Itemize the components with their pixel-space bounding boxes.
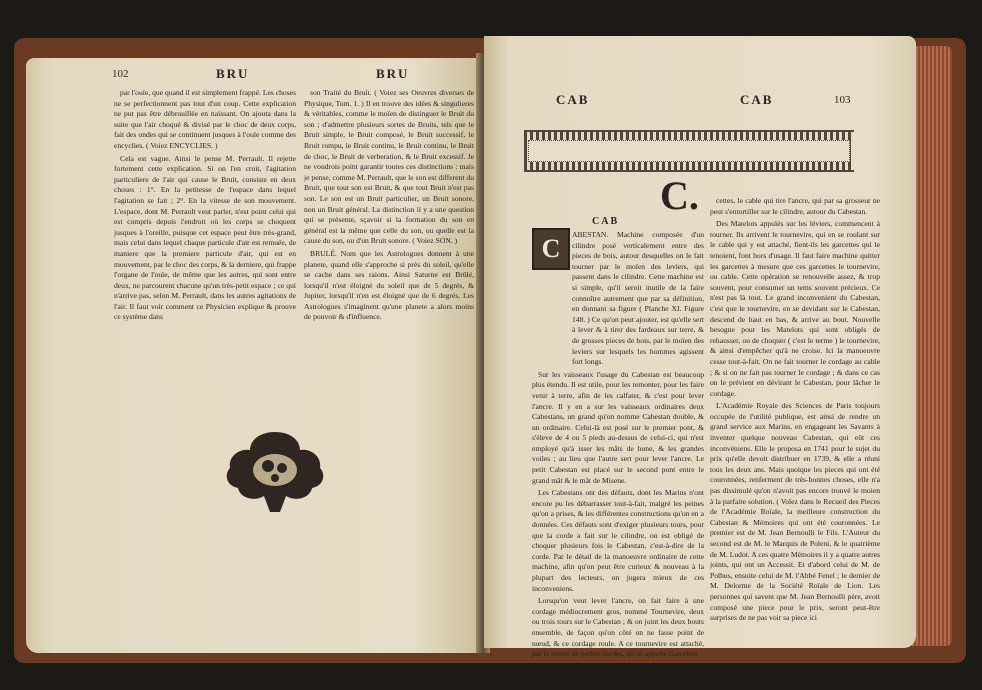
- column-heading: CAB: [592, 216, 620, 227]
- paragraph: L'Académie Royale des Sciences de Paris toujours occupée de l'utilité publique, est ainsi de rendre un grand service aux Marins, en engageant les Savants à inventer quelque nouveau Cabestan, qui eût ces inconvéniens. Elle le proposa en 1741 pour le sujet du prix qu'elle devoit distribuer en 1739, & elle a réuni tous les deux ans. Mais quoique les pieces qui ont été couronnées, renferment de très-bonnes choses, elle n'a pas dissimulé qu'on n'avoit pas encore trouvé le moien à la parfaite solution. ( Voïez dans le Recueil des Pieces de l'Académie Roïale, la meilleure construction du Cabestan & Mémoires qui ont été couronnées. Le premier est de M. Jean Bernoulli le Fils. L'Auteur du second est de M. le Marquis de Poleni, & le quatrième de M. Ludot. A ces quatre Mémoires il y a quatre autres joints, qui ont un Accessit. Et d'abord celui de M. de Polhus, ensuite celui de M. l'Abbé Fenel ; le dernier de M. Delorme de la Société Roïale de Lion. Les personnes qui savent que M. Jean Bernoulli père, avoit composé une piece pour le prix, seront peut-être surprises de ne pas voir sa piece ici: [710, 401, 880, 623]
- paragraph: Des Matelots appuïés sur les léviers, commencent à tourner. Ils arrivent le tournevire, qui en se roulant sur le cable qui y est attaché, fient-ils les garcettes qui le tenoient, font hors d'usage. Il faut faire machine quitter les garcettes à mesure que ces garcettes le tournevire, ou cable. Cette opération se renouvelle assez, & trop souvent, pour consumer un tems souvent précieux. Ce n'est pas là tout. Le grand inconvenient du Cabestan, c'est que le tournevire, en se devidant sur le Cabestan, descend de haut en bas, & arrive au bout. Nouvelle besogne pour les Matelots qui sont obligés de rehausser, ou de choquer ( c'est le terme ) le tournevire, & ainsi d'empêcher qu'à ne croise. Ici la manoeuvre cesse tout-à-fait. On ne fait tourner le cordage au cable ; & si on ne fait pas tourner le cordage ; & dans ce cas on le prévient en dévirant le Cabestan, pour lâcher le cordage.: [710, 219, 880, 398]
- running-header-left-2: BRU: [376, 66, 410, 81]
- page-edges: [912, 46, 952, 646]
- paragraph: Les Cabestans ont des défauts, dont les Marins n'ont encore pu les débarrasser tout-à-fait, malgré les peines qu'on a prises, & les différentes constructions qu'on en a données. Ces défauts sont d'exiger plusieurs tours, pour que la corde a fait sur le cilindre, on est obligé de choquer plusieurs fois le Cabestan, c'est-à-dire de la corde. Par le détail de la manoeuvre ordinaire de cette machine, afin qu'on peut être curieux & nouveau à la plupart des lecteurs, on jugera mieux de ces inconveniens.: [532, 488, 704, 593]
- paragraph: par l'ouïe, que quand il est simplement frappé. Les choses ne se perfectionnent pas tout d'un coup. Cette explication ne put pas être débrouillée en naissant. On ajouta dans la suite que l'air choqué & divisé par le choc de deux corps, fait des ondes qui se continuent jusques à l'ouïe comme des encyclies. ( Voiez ENCYCLIES. ): [114, 88, 296, 150]
- running-header-right-2: CAB: [740, 92, 774, 107]
- page-number-left: 102: [112, 68, 129, 80]
- paragraph: Sur les vaisseaux l'usage du Cabestan est beaucoup plus étendu. Il est utile, pour les remonter, pour les faire venir à terre, afin de les calfater, & c'est pour lever l'ancre. Il y en a sur les vaisseaux ordinaires deux Cabestans, un grand qu'on nomme Cabestan double, & un ordinaire. Celui-là est posé sur le premier pont, & s'éleve de 4 ou 5 pieds au-dessus de celui-ci, qui n'est employé qu'à isser les mâts de hune, & les grandes voiles ; au lieu que l'autre sert pour lever l'ancre. Le petit Cabestan est placé sur le second pont entre le grand mât & le mât de Misene.: [532, 369, 704, 485]
- right-page: [484, 36, 916, 659]
- left-column-1: [114, 88, 296, 325]
- paragraph: Lorsqu'on veut lever l'ancre, on fait faire à une cordage médiocrement gros, nommé Tournevire, deux ou trois tours sur le Cabestan ; & on joint les deux bouts ensemble, de façon qu'on côté on ne fasse point de nœud, & ce cordage roule. A ce tournevire est attaché, par le moïen de petites cordes, qu'on appelle Garcettes: [532, 596, 704, 659]
- right-column-1: [532, 230, 704, 662]
- open-book: [14, 28, 966, 676]
- running-header-left-1: BRU: [216, 66, 250, 81]
- vignette-ornament-icon: [220, 426, 330, 520]
- paragraph: Cela est vague. Ainsi le pense M. Perrault. Il rejette fortement cette explication. Si on l'en croit, l'agitation particuliere de l'air qui cause le Bruit, consiste en deux choses : 1°. En la petitesse de l'espace dans lequel l'agitation se fait ; 2°. En la vitesse de son mouvement. L'espace, dont M. Perrault veut parler, n'est point celui qui est compris depuis l'endroit où les corps se choquent jusques à l'oreille, puisque cet espace peut être très-grand, mais celui dans lequel chaque particule d'air est remuée, de maniere que la premiere particule d'air, qui est en mouvement, par le choc des corps, & la derniere, qui frappe l'organe de l'ouïe, de même que les autres, qui sont entre deux, ne parcourent chacune qu'un très-petit espace ; ce qui n'arrive pas, selon M. Perrault, dans les autres agitations de l'air. Il faut voir comment ce Physicien explique & prouve ce système dans: [114, 153, 296, 322]
- page-number-right: 103: [834, 94, 851, 106]
- paragraph: ABESTAN. Machine composée d'un cilindre posé verticalement entre des pieces de bois, autour desquelles on le fait tourner par le moïen des leviers, qui passent dans le cilindre. Cette machine est si simple, qu'il seroit inutile de la faire connoître autrement que par sa définition, en donnant sa figure ( Planche XI. Figure 148. ) Ce qu'on peut ajouter, est qu'elle sert à lever & à tirer des fardeaux sur terre, & de grosses pieces de bois, par le moïen des leviers sur lesquels les hommes agissent fort longs.: [572, 230, 704, 367]
- decorative-band: [524, 130, 854, 172]
- drop-cap: C: [532, 228, 570, 270]
- paragraph: cettes, le cable qui tire l'ancre, qui par sa grosseur ne peut s'entortiller sur le cilindre, autour du Cabestan.: [710, 196, 880, 216]
- running-header-right-1: CAB: [556, 92, 590, 107]
- paragraph: son Traité du Bruit. ( Voiez ses Oeuvres diverses de Physique, Tom. 1. ) Il en trouve des idées & singulieres & véritables, comme le moïen de distinguer le Bruit du son ; d'admettre plusieurs sortes de Bruits, tels que le Bruit simple, le Bruit composé, le Bruit successif, le Bruit rompu, le Bruit continu, le Bruit continu, le Bruit de choc, le Bruit de verberation, & le Bruit excessif. Je ne voudrois point garantir toutes ces distinctions : mais je pense, comme M. Perrault, que le son est different du Bruit, que tout son est Bruit, & que tout Bruit n'est pas son. Le son est un Bruit particulier, un Bruit sonore, non un Bruit général. La distinction il y a une question qui se présente, sçavoir si la formation du son en général est la même que celle du son, ou quelle est la cause du son, ou d'un Bruit sonore. ( Voiez SON. ): [304, 88, 474, 246]
- right-column-2: [710, 196, 880, 626]
- left-page: [26, 58, 482, 653]
- paragraph: BRULÉ. Nom que les Astrologues donnent à une planete, quand elle s'approche si près du soleil, qu'elle se cache dans ses raions. Ainsi Saturne est Brûlé, lorsqu'il n'est éloigné du soleil que de 5 degrés, & Jupiter, lorsqu'il n'en est éloigné que de 6 degrés. Les Astrologues s'imaginent qu'une planete a alors moins de pouvoir & d'influence.: [304, 248, 474, 322]
- left-column-2: [304, 88, 474, 325]
- section-letter: C.: [660, 173, 699, 218]
